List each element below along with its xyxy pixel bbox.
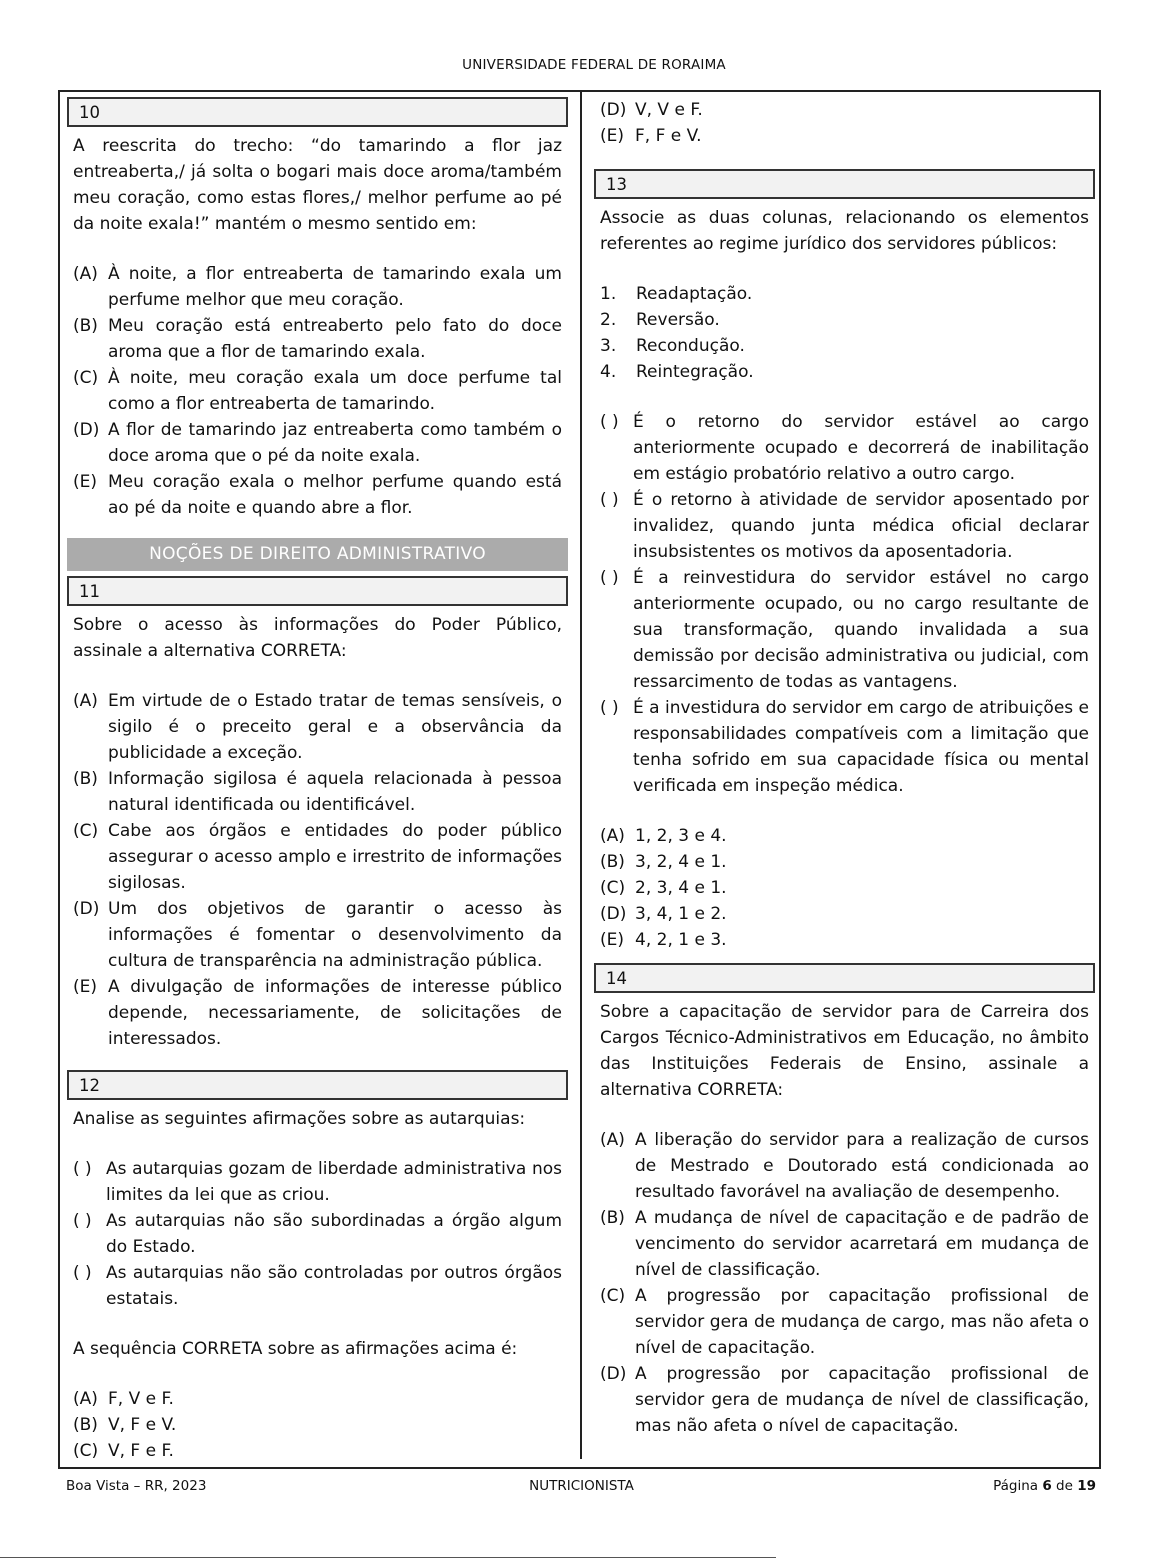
item-13-1: [600, 281, 1089, 307]
question-prompt-10: A reescrita do trecho: “do tamarindo a flor jaz entreaberta,/ já solta o bogari mais doce aroma/também meu coração, como estas flores,/ melhor perfume ao pé da noite exala!” mantém o mesmo sentido em:: [73, 136, 562, 234]
statement-12-3[interactable]: [73, 1260, 562, 1312]
question-number-12: 12: [67, 1070, 568, 1100]
option-label: (E): [73, 472, 98, 492]
option-label: (E): [73, 977, 98, 997]
definition-13-2[interactable]: [600, 487, 1089, 565]
options-14: [600, 1127, 1089, 1439]
option-10-a[interactable]: [73, 261, 562, 313]
option-text: 3, 2, 4 e 1.: [635, 852, 727, 872]
option-label: (D): [73, 420, 100, 440]
options-11: [73, 688, 562, 1052]
option-text: Informação sigilosa é aquela relacionada à pessoa natural identificada ou identificável.: [108, 769, 562, 815]
question-number-14: 14: [594, 963, 1095, 993]
statement-text: As autarquias não são controladas por outros órgãos estatais.: [106, 1263, 562, 1309]
option-13-b[interactable]: [600, 849, 1089, 875]
option-label: (D): [600, 100, 627, 120]
option-text: Em virtude de o Estado tratar de temas sensíveis, o sigilo é o preceito geral e a observância da publicidade a exceção.: [108, 691, 562, 763]
item-number: 4.: [600, 362, 617, 382]
option-label: (B): [73, 316, 98, 336]
option-11-d[interactable]: [73, 896, 562, 974]
section-banner: NOÇÕES DE DIREITO ADMINISTRATIVO: [67, 538, 568, 571]
option-11-c[interactable]: [73, 818, 562, 896]
option-label: (C): [73, 368, 99, 388]
page-prefix: Página: [993, 1478, 1039, 1494]
page-header: UNIVERSIDADE FEDERAL DE RORAIMA: [462, 57, 726, 73]
options-10: [73, 261, 562, 521]
question-prompt-14: Sobre a capacitação de servidor para de Carreira dos Cargos Técnico-Administrativos em Educação, no âmbito das Instituições Federais de Ensino, assinale a alternativa CORRETA:: [600, 1002, 1089, 1100]
item-13-3: [600, 333, 1089, 359]
footer-role: NUTRICIONISTA: [529, 1478, 634, 1494]
statement-12-1[interactable]: [73, 1156, 562, 1208]
option-label: (C): [73, 821, 99, 841]
item-text: Recondução.: [636, 336, 745, 356]
item-13-4: [600, 359, 1089, 385]
option-text: 1, 2, 3 e 4.: [635, 826, 727, 846]
option-10-c[interactable]: [73, 365, 562, 417]
option-14-a[interactable]: [600, 1127, 1089, 1205]
question-subprompt-12: A sequência CORRETA sobre as afirmações acima é:: [73, 1339, 518, 1359]
option-label: (B): [600, 852, 625, 872]
question-number-10: 10: [67, 97, 568, 127]
option-12-a[interactable]: [73, 1386, 562, 1412]
item-number: 1.: [600, 284, 617, 304]
definition-13-4[interactable]: [600, 695, 1089, 799]
option-11-e[interactable]: [73, 974, 562, 1052]
option-14-d[interactable]: [600, 1361, 1089, 1439]
option-label: (A): [73, 691, 98, 711]
option-label: (E): [600, 930, 625, 950]
definition-text: É o retorno do servidor estável ao cargo anteriormente ocupado e decorrerá de inabilitação em estágio probatório relativo a outro cargo.: [633, 412, 1089, 484]
option-text: 4, 2, 1 e 3.: [635, 930, 727, 950]
option-label: (E): [600, 126, 625, 146]
option-text: A mudança de nível de capacitação e de padrão de vencimento do servidor acarretará em mudança de nível de classificação.: [635, 1208, 1089, 1280]
option-label: (B): [600, 1208, 625, 1228]
option-text: V, F e F.: [108, 1441, 174, 1461]
option-text: Meu coração está entreaberto pelo fato do doce aroma que a flor de tamarindo exala.: [108, 316, 562, 362]
option-label: (B): [73, 769, 98, 789]
statement-text: As autarquias gozam de liberdade administrativa nos limites da lei que as criou.: [106, 1159, 562, 1205]
question-prompt-11: Sobre o acesso às informações do Poder Público, assinale a alternativa CORRETA:: [73, 615, 562, 661]
option-12-c[interactable]: [73, 1438, 562, 1464]
option-13-c[interactable]: [600, 875, 1089, 901]
item-number: 2.: [600, 310, 617, 330]
option-label: (D): [600, 1364, 627, 1384]
option-text: Cabe aos órgãos e entidades do poder público assegurar o acesso amplo e irrestrito de informações sigilosas.: [108, 821, 562, 893]
option-13-a[interactable]: [600, 823, 1089, 849]
option-label: (C): [600, 878, 626, 898]
option-text: A divulgação de informações de interesse público depende, necessariamente, de solicitações de interessados.: [108, 977, 562, 1049]
definition-marker: ( ): [600, 412, 619, 432]
statement-marker: ( ): [73, 1263, 92, 1283]
option-13-d[interactable]: [600, 901, 1089, 927]
options-12: [73, 1386, 562, 1464]
option-text: 2, 3, 4 e 1.: [635, 878, 727, 898]
statement-12-2[interactable]: [73, 1208, 562, 1260]
item-number: 3.: [600, 336, 617, 356]
option-label: (A): [73, 1389, 98, 1409]
option-text: F, V e F.: [108, 1389, 174, 1409]
option-text: A progressão por capacitação profissional de servidor gera de mudança de cargo, mas não afeta o nível de capacitação.: [635, 1286, 1089, 1358]
footer-location: Boa Vista – RR, 2023: [66, 1478, 207, 1494]
question-number-13: 13: [594, 169, 1095, 199]
options-13: [600, 823, 1089, 953]
items-13: [600, 281, 1089, 385]
option-text: A progressão por capacitação profissional de servidor gera de mudança de nível de classificação, mas não afeta o nível de capacitação.: [635, 1364, 1089, 1436]
option-label: (D): [73, 899, 100, 919]
option-12-b[interactable]: [73, 1412, 562, 1438]
question-prompt-13: Associe as duas colunas, relacionando os elementos referentes ao regime jurídico dos servidores públicos:: [600, 208, 1089, 254]
options-12-continued: [600, 97, 1089, 149]
option-text: A flor de tamarindo jaz entreaberta como também o doce aroma que o pé da noite exala.: [108, 420, 562, 466]
option-text: Meu coração exala o melhor perfume quando está ao pé da noite e quando abre a flor.: [108, 472, 562, 518]
definition-marker: ( ): [600, 490, 619, 510]
option-text: À noite, a flor entreaberta de tamarindo exala um perfume melhor que meu coração.: [108, 264, 562, 310]
option-label: (A): [600, 826, 625, 846]
question-prompt-12: Analise as seguintes afirmações sobre as autarquias:: [73, 1109, 526, 1129]
bottom-rule: [0, 1557, 776, 1558]
definition-marker: ( ): [600, 568, 619, 588]
option-text: V, F e V.: [108, 1415, 177, 1435]
statement-marker: ( ): [73, 1159, 92, 1179]
definition-marker: ( ): [600, 698, 619, 718]
option-10-d[interactable]: [73, 417, 562, 469]
statements-12: [73, 1156, 562, 1312]
statement-text: As autarquias não são subordinadas a órgão algum do Estado.: [106, 1211, 562, 1257]
item-text: Reintegração.: [636, 362, 754, 382]
option-label: (D): [600, 904, 627, 924]
definition-text: É a investidura do servidor em cargo de atribuições e responsabilidades compatíveis com a limitação que tenha sofrido em sua capacidade física ou mental verificada em inspeção médica.: [633, 698, 1090, 796]
option-text: 3, 4, 1 e 2.: [635, 904, 727, 924]
question-number-11: 11: [67, 576, 568, 606]
statement-marker: ( ): [73, 1211, 92, 1231]
option-text: Um dos objetivos de garantir o acesso às informações é fomentar o desenvolvimento da cultura de transparência na administração pública.: [108, 899, 562, 971]
page-total: 19: [1077, 1478, 1096, 1494]
item-13-2: [600, 307, 1089, 333]
definition-text: É o retorno à atividade de servidor aposentado por invalidez, quando junta médica oficial declarar insubsistentes os motivos da aposentadoria.: [633, 490, 1089, 562]
column-divider: [580, 91, 582, 1459]
option-text: À noite, meu coração exala um doce perfume tal como a flor entreaberta de tamarindo.: [108, 368, 562, 414]
item-text: Readaptação.: [636, 284, 753, 304]
option-text: V, V e F.: [635, 100, 703, 120]
definition-13-3[interactable]: [600, 565, 1089, 695]
option-14-b[interactable]: [600, 1205, 1089, 1283]
option-label: (A): [73, 264, 98, 284]
option-11-a[interactable]: [73, 688, 562, 766]
definition-text: É a reinvestidura do servidor estável no cargo anteriormente ocupado, ou no cargo resultante de sua transformação, quando invalidada a sua demissão por decisão administrativa ou judicial, com ressarcimento de todas as vantagens.: [633, 568, 1089, 692]
option-label: (A): [600, 1130, 625, 1150]
option-label: (C): [73, 1441, 99, 1461]
left-column: [73, 97, 562, 1464]
option-12-e[interactable]: [600, 123, 1089, 149]
option-text: A liberação do servidor para a realização de cursos de Mestrado e Doutorado está condicionada ao resultado favorável na avaliação de desempenho.: [635, 1130, 1089, 1202]
option-10-b[interactable]: [73, 313, 562, 365]
item-text: Reversão.: [636, 310, 720, 330]
option-13-e[interactable]: [600, 927, 1089, 953]
option-11-b[interactable]: [73, 766, 562, 818]
definitions-13: [600, 409, 1089, 799]
option-12-d[interactable]: [600, 97, 1089, 123]
definition-13-1[interactable]: [600, 409, 1089, 487]
page-current: 6: [1042, 1478, 1052, 1494]
option-label: (C): [600, 1286, 626, 1306]
right-column: [600, 97, 1089, 1439]
footer-page-indicator: [993, 1478, 1096, 1494]
page-separator: de: [1056, 1478, 1073, 1494]
option-14-c[interactable]: [600, 1283, 1089, 1361]
option-label: (B): [73, 1415, 98, 1435]
option-text: F, F e V.: [635, 126, 702, 146]
option-10-e[interactable]: [73, 469, 562, 521]
